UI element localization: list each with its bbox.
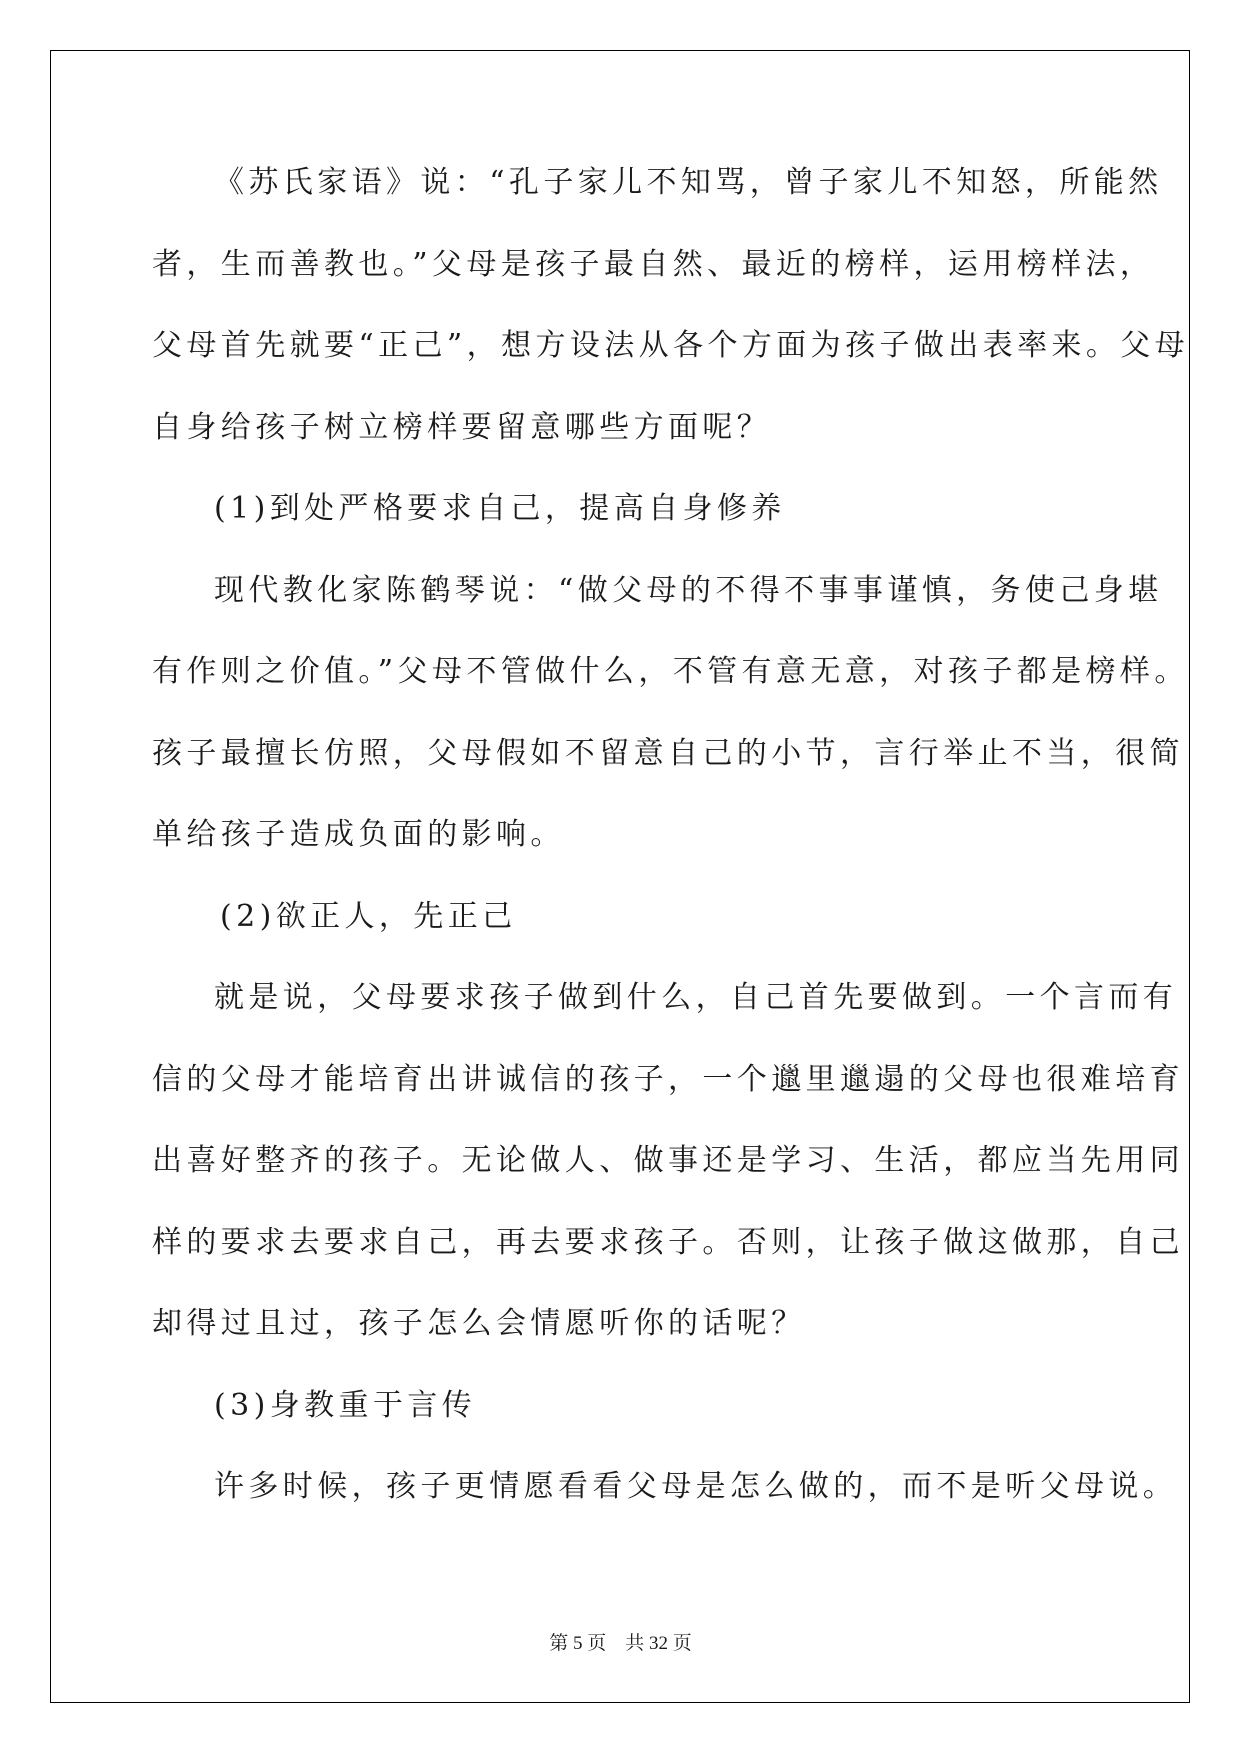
paragraph-line: 现代教化家陈鹤琴说：“做父母的不得不事事谨慎，务使己身堪 bbox=[214, 572, 1163, 608]
paragraph-line: 有作则之价值。”父母不管做什么，不管有意无意，对孩子都是榜样。 bbox=[152, 654, 1189, 689]
paragraph-line: 自身给孩子树立榜样要留意哪些方面呢？ bbox=[152, 409, 772, 445]
paragraph-line: 样的要求去要求自己，再去要求孩子。否则，让孩子做这做那，自己 bbox=[152, 1224, 1184, 1260]
paragraph-line: 单给孩子造成负面的影响。 bbox=[152, 817, 565, 852]
section-heading: (2)欲正人，先正己 bbox=[220, 898, 517, 934]
document-body bbox=[152, 165, 1190, 1554]
paragraph-line: 孩子最擅长仿照，父母假如不留意自己的小节，言行举止不当，很简 bbox=[152, 735, 1184, 771]
paragraph-line: 出喜好整齐的孩子。无论做人、做事还是学习、生活，都应当先用同 bbox=[152, 1143, 1184, 1178]
paragraph-line: 却得过且过，孩子怎么会情愿听你的话呢？ bbox=[152, 1306, 806, 1341]
paragraph-line: 《苏氏家语》说：“孔子家儿不知骂，曾子家儿不知怒，所能然 bbox=[214, 165, 1163, 200]
section-heading: (1)到处严格要求自己，提高自身修养 bbox=[214, 491, 786, 526]
paragraph-line: 许多时候，孩子更情愿看看父母是怎么做的，而不是听父母说。 bbox=[214, 1469, 1178, 1504]
paragraph-line: 就是说，父母要求孩子做到什么，自己首先要做到。一个言而有 bbox=[214, 980, 1178, 1015]
paragraph-line: 父母首先就要“正己”，想方设法从各个方面为孩子做出表率来。父母 bbox=[152, 328, 1190, 363]
paragraph-line: 者，生而善教也。”父母是孩子最自然、最近的榜样，运用榜样法， bbox=[152, 246, 1155, 282]
section-heading: (3)身教重于言传 bbox=[214, 1387, 477, 1423]
page-number: 第 5 页 共 32 页 bbox=[549, 1633, 692, 1654]
paragraph-line: 信的父母才能培育出讲诚信的孩子，一个邋里邋遢的父母也很难培育 bbox=[152, 1061, 1184, 1097]
